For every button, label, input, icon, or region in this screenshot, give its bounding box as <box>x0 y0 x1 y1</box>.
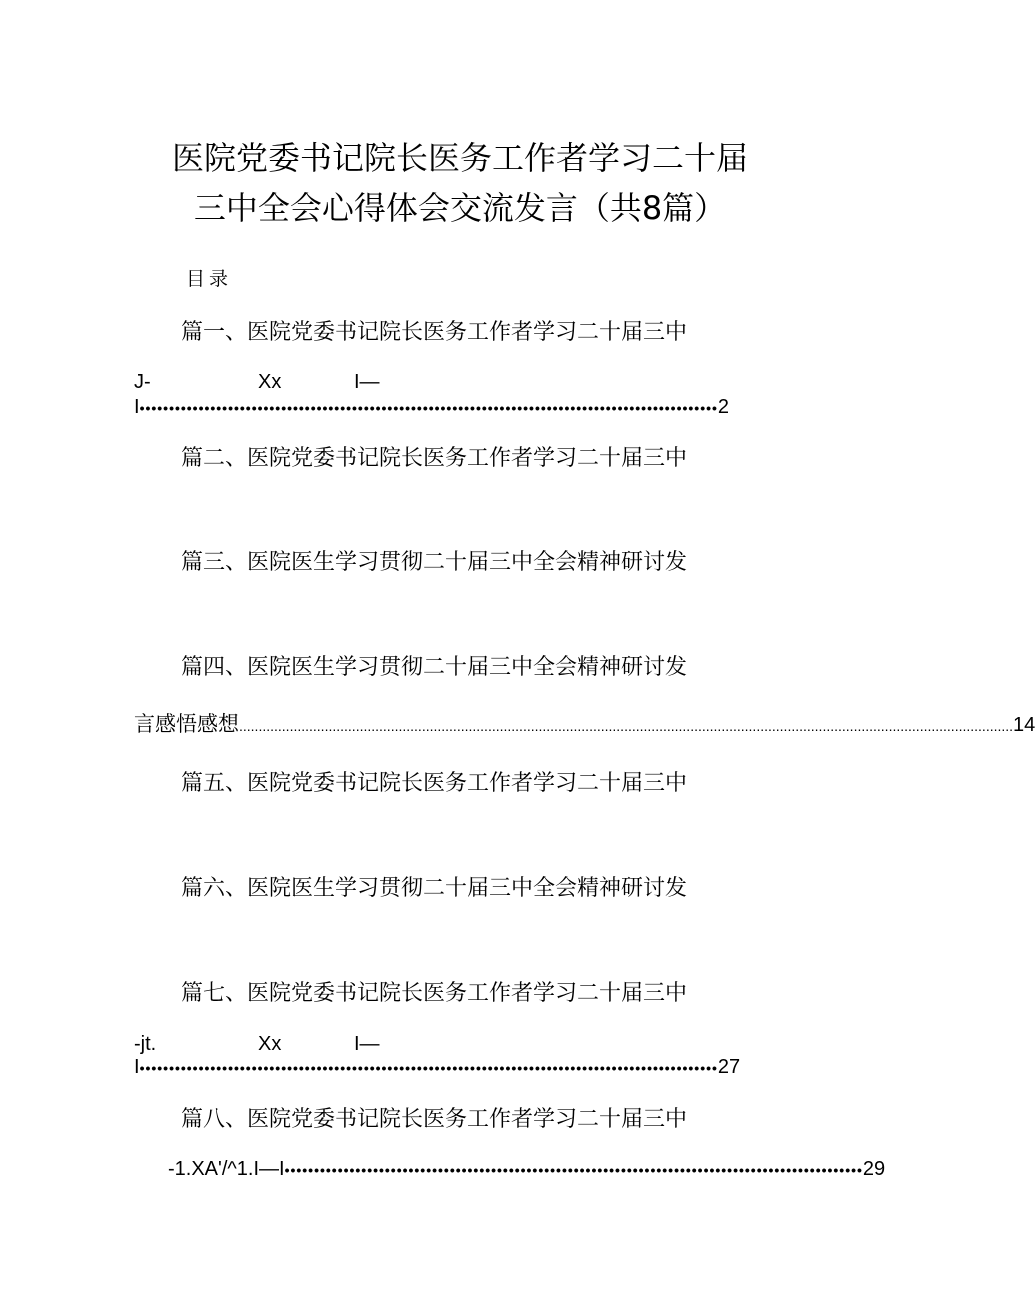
toc-entry-8-leader-start: -1.XA'/^1.I—I <box>168 1158 285 1180</box>
toc-entry-7-leader-line[interactable] <box>134 1055 741 1080</box>
toc-entry-5[interactable]: 篇五、医院党委书记院长医务工作者学习二十届三中 <box>181 771 688 796</box>
toc-entry-4-dot-leader: ....................................................................................................................................................................................................... <box>239 718 1014 734</box>
toc-entry-1-leader-line[interactable] <box>134 395 730 420</box>
toc-entry-7[interactable]: 篇七、医院党委书记院长医务工作者学习二十届三中 <box>181 981 688 1006</box>
toc-entry-6[interactable]: 篇六、医院医生学习贯彻二十届三中全会精神研讨发 <box>181 876 688 901</box>
toc-entry-1-fragment-c: I— <box>354 371 380 393</box>
toc-entry-7-fragment-b: Xx <box>258 1033 282 1055</box>
toc-entry-1-leader-start: I <box>134 396 140 418</box>
toc-entry-8-page-number: 29 <box>862 1158 886 1180</box>
toc-entry-8-dot-leader: •••••••••••••••••••••••••••••••••••••••••••••••••••••••••••••••••••••••••••••••••••••••••••••••••• <box>284 1162 863 1178</box>
toc-entry-7-leader-start: I <box>134 1056 140 1078</box>
toc-entry-1-fragment-a: J- <box>134 371 151 393</box>
toc-entry-7-dot-leader: •••••••••••••••••••••••••••••••••••••••••••••••••••••••••••••••••••••••••••••••••••••••••••••••••• <box>139 1060 718 1076</box>
toc-entry-8[interactable]: 篇八、医院党委书记院长医务工作者学习二十届三中 <box>181 1107 688 1132</box>
toc-entry-7-page-number: 27 <box>717 1056 741 1078</box>
toc-entry-1-dot-leader: •••••••••••••••••••••••••••••••••••••••••••••••••••••••••••••••••••••••••••••••••••••••••••••••••• <box>139 400 718 416</box>
toc-entry-4-continuation: 言感悟感想 <box>134 712 239 736</box>
toc-entry-7-fragment-c: I— <box>354 1033 380 1055</box>
toc-entry-4-page-number: 14 <box>1013 714 1035 736</box>
toc-entry-4[interactable]: 篇四、医院医生学习贯彻二十届三中全会精神研讨发 <box>181 655 688 680</box>
toc-entry-4-leader-line[interactable] <box>134 712 1035 738</box>
toc-entry-1-page-number: 2 <box>717 396 730 418</box>
toc-entry-1-fragment-b: Xx <box>258 371 282 393</box>
toc-entry-7-fragment-a: -jt. <box>134 1033 157 1055</box>
document-title-line-2: 三中全会心得体会交流发言（共8篇） <box>193 189 727 227</box>
toc-entry-8-leader-line[interactable] <box>168 1157 886 1182</box>
toc-entry-3[interactable]: 篇三、医院医生学习贯彻二十届三中全会精神研讨发 <box>181 550 688 575</box>
toc-entry-1[interactable]: 篇一、医院党委书记院长医务工作者学习二十届三中 <box>181 320 688 345</box>
toc-heading: 目录 <box>186 268 233 290</box>
toc-entry-2[interactable]: 篇二、医院党委书记院长医务工作者学习二十届三中 <box>181 446 688 471</box>
document-title-line-1: 医院党委书记院长医务工作者学习二十届 <box>171 139 748 177</box>
